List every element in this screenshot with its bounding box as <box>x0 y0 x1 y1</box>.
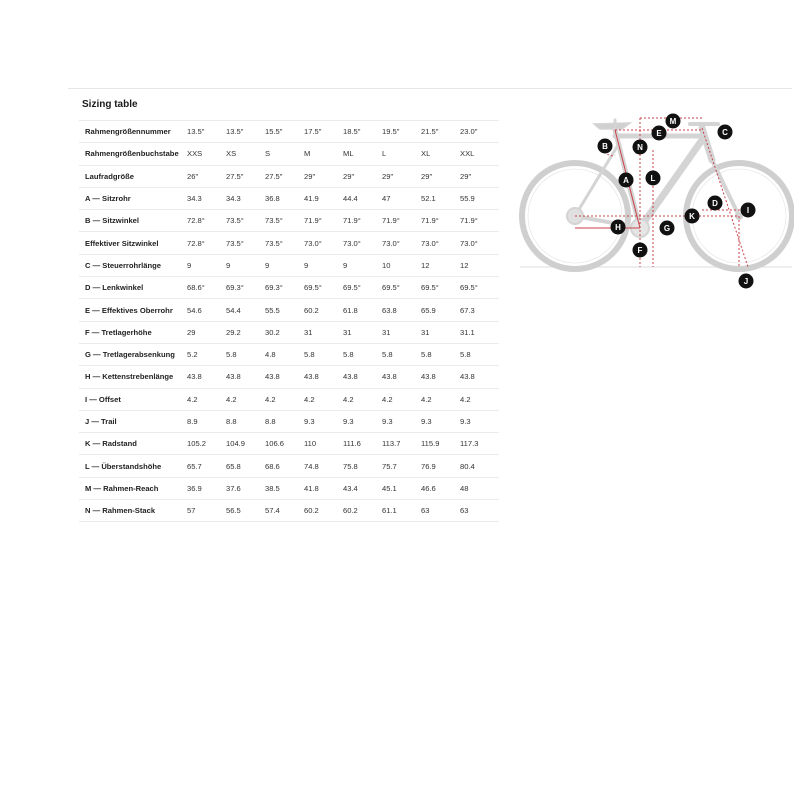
table-row <box>79 410 499 432</box>
svg-text:J: J <box>743 277 749 286</box>
table-cell: 17.5" <box>304 121 343 143</box>
table-cell: 29" <box>304 165 343 187</box>
table-cell: 43.8 <box>304 366 343 388</box>
svg-text:F: F <box>637 246 643 255</box>
table-cell: 29" <box>421 165 460 187</box>
table-cell: 43.8 <box>460 366 499 388</box>
table-cell: 12 <box>421 254 460 276</box>
table-cell: 21.5" <box>421 121 460 143</box>
table-cell: 41.9 <box>304 187 343 209</box>
table-cell: 60.2 <box>304 299 343 321</box>
table-row <box>79 343 499 365</box>
table-cell: 31 <box>343 321 382 343</box>
table-cell: 65.7 <box>187 455 226 477</box>
table-cell: 72.8° <box>187 232 226 254</box>
table-cell: 8.8 <box>226 410 265 432</box>
table-row <box>79 433 499 455</box>
table-cell: 75.8 <box>343 455 382 477</box>
table-cell: 75.7 <box>382 455 421 477</box>
table-cell: 8.9 <box>187 410 226 432</box>
table-cell: 4.2 <box>343 388 382 410</box>
table-cell: 73.5° <box>226 232 265 254</box>
table-cell: XL <box>421 143 460 165</box>
table-cell: 37.6 <box>226 477 265 499</box>
table-row <box>79 277 499 299</box>
table-cell: 56.5 <box>226 500 265 522</box>
table-cell: L <box>382 143 421 165</box>
table-cell: 55.9 <box>460 187 499 209</box>
table-cell: 52.1 <box>421 187 460 209</box>
table-cell: 9 <box>187 254 226 276</box>
table-cell: 57.4 <box>265 500 304 522</box>
row-label: J — Trail <box>79 410 187 432</box>
svg-text:K: K <box>689 212 695 221</box>
table-cell: XXL <box>460 143 499 165</box>
svg-text:B: B <box>602 142 608 151</box>
table-cell: 36.8 <box>265 187 304 209</box>
svg-text:D: D <box>712 199 718 208</box>
table-cell: 110 <box>304 433 343 455</box>
table-cell: 69.5° <box>382 277 421 299</box>
table-cell: 18.5" <box>343 121 382 143</box>
badge-L <box>646 171 661 186</box>
table-row <box>79 500 499 522</box>
table-cell: S <box>265 143 304 165</box>
svg-text:N: N <box>637 143 643 152</box>
badge-G <box>660 221 675 236</box>
table-cell: 43.8 <box>343 366 382 388</box>
table-cell: 31 <box>304 321 343 343</box>
svg-text:E: E <box>656 129 662 138</box>
table-cell: 48 <box>460 477 499 499</box>
sizing-table <box>79 120 499 522</box>
table-cell: 73.0° <box>304 232 343 254</box>
table-cell: 34.3 <box>187 187 226 209</box>
table-cell: 69.5° <box>304 277 343 299</box>
row-label: Rahmengrößennummer <box>79 121 187 143</box>
svg-text:L: L <box>650 174 656 183</box>
svg-text:G: G <box>663 224 671 233</box>
table-cell: 115.9 <box>421 433 460 455</box>
table-cell: 5.2 <box>187 343 226 365</box>
badge-D <box>708 196 723 211</box>
table-cell: 69.3° <box>265 277 304 299</box>
table-cell: 5.8 <box>304 343 343 365</box>
table-cell: 73.5° <box>265 232 304 254</box>
table-row <box>79 254 499 276</box>
table-cell: 54.6 <box>187 299 226 321</box>
table-row <box>79 321 499 343</box>
table-cell: 9 <box>304 254 343 276</box>
table-cell: 13.5" <box>226 121 265 143</box>
row-label: N — Rahmen-Stack <box>79 500 187 522</box>
table-cell: 76.9 <box>421 455 460 477</box>
table-cell: 68.6 <box>265 455 304 477</box>
table-cell: 73.5° <box>226 210 265 232</box>
table-cell: 71.9° <box>343 210 382 232</box>
table-cell: 55.5 <box>265 299 304 321</box>
row-label: E — Effektives Oberrohr <box>79 299 187 321</box>
svg-text:I: I <box>746 206 750 215</box>
row-label: L — Überstandshöhe <box>79 455 187 477</box>
table-cell: 45.1 <box>382 477 421 499</box>
table-cell: XS <box>226 143 265 165</box>
table-row <box>79 187 499 209</box>
table-cell: 9.3 <box>460 410 499 432</box>
table-row <box>79 366 499 388</box>
badge-B <box>598 139 613 154</box>
row-label: C — Steuerrohrlänge <box>79 254 187 276</box>
table-cell: 23.0" <box>460 121 499 143</box>
table-cell: 26" <box>187 165 226 187</box>
table-cell: 12 <box>460 254 499 276</box>
table-cell: 65.8 <box>226 455 265 477</box>
table-cell: 54.4 <box>226 299 265 321</box>
table-cell: 43.4 <box>343 477 382 499</box>
row-label: H — Kettenstrebenlänge <box>79 366 187 388</box>
table-cell: 72.8° <box>187 210 226 232</box>
table-cell: 31 <box>421 321 460 343</box>
table-row <box>79 210 499 232</box>
svg-text:H: H <box>615 223 621 232</box>
table-row <box>79 143 499 165</box>
table-cell: 105.2 <box>187 433 226 455</box>
table-cell: 73.0° <box>343 232 382 254</box>
table-cell: 43.8 <box>265 366 304 388</box>
table-cell: 29.2 <box>226 321 265 343</box>
table-cell: 27.5" <box>226 165 265 187</box>
sizing-table-body <box>79 121 499 522</box>
row-label: Laufradgröße <box>79 165 187 187</box>
table-cell: 71.9° <box>304 210 343 232</box>
table-cell: 27.5" <box>265 165 304 187</box>
page-title: Sizing table <box>82 99 138 110</box>
table-cell: 29" <box>382 165 421 187</box>
table-cell: 5.8 <box>460 343 499 365</box>
table-cell: 15.5" <box>265 121 304 143</box>
table-cell: 46.6 <box>421 477 460 499</box>
table-cell: 69.5° <box>460 277 499 299</box>
row-label: I — Offset <box>79 388 187 410</box>
table-cell: 36.9 <box>187 477 226 499</box>
table-cell: M <box>304 143 343 165</box>
table-cell: 29 <box>187 321 226 343</box>
table-cell: 69.3° <box>226 277 265 299</box>
table-cell: 5.8 <box>343 343 382 365</box>
badge-I <box>741 203 756 218</box>
table-cell: 9 <box>265 254 304 276</box>
table-cell: 74.8 <box>304 455 343 477</box>
table-cell: 73.0° <box>460 232 499 254</box>
table-cell: 57 <box>187 500 226 522</box>
badge-K <box>685 209 700 224</box>
table-cell: 41.8 <box>304 477 343 499</box>
svg-text:A: A <box>623 176 629 185</box>
table-cell: 73.0° <box>382 232 421 254</box>
badge-A <box>619 173 634 188</box>
table-cell: 4.2 <box>226 388 265 410</box>
table-cell: 60.2 <box>304 500 343 522</box>
badge-C <box>718 125 733 140</box>
row-label: Rahmengrößenbuchstabe <box>79 143 187 165</box>
table-cell: 4.2 <box>304 388 343 410</box>
table-cell: 111.6 <box>343 433 382 455</box>
row-label: G — Tretlagerabsenkung <box>79 343 187 365</box>
table-row <box>79 299 499 321</box>
row-label: D — Lenkwinkel <box>79 277 187 299</box>
table-cell: 69.5° <box>343 277 382 299</box>
table-cell: 4.2 <box>421 388 460 410</box>
table-cell: 31 <box>382 321 421 343</box>
table-cell: 9 <box>343 254 382 276</box>
table-cell: 4.2 <box>460 388 499 410</box>
row-label: K — Radstand <box>79 433 187 455</box>
table-cell: 73.0° <box>421 232 460 254</box>
row-label: M — Rahmen-Reach <box>79 477 187 499</box>
table-row <box>79 165 499 187</box>
table-cell: 5.8 <box>226 343 265 365</box>
table-cell: 43.8 <box>421 366 460 388</box>
table-cell: 34.3 <box>226 187 265 209</box>
table-cell: 9.3 <box>382 410 421 432</box>
svg-text:C: C <box>722 128 728 137</box>
table-cell: 104.9 <box>226 433 265 455</box>
table-cell: 61.1 <box>382 500 421 522</box>
table-row <box>79 477 499 499</box>
row-label: Effektiver Sitzwinkel <box>79 232 187 254</box>
table-cell: 71.9° <box>460 210 499 232</box>
table-cell: 13.5" <box>187 121 226 143</box>
table-row <box>79 121 499 143</box>
table-cell: 71.9° <box>382 210 421 232</box>
table-row <box>79 232 499 254</box>
table-cell: 47 <box>382 187 421 209</box>
table-cell: 63 <box>421 500 460 522</box>
row-label: B — Sitzwinkel <box>79 210 187 232</box>
table-cell: 69.5° <box>421 277 460 299</box>
table-cell: 113.7 <box>382 433 421 455</box>
badge-F <box>633 243 648 258</box>
table-cell: 43.8 <box>187 366 226 388</box>
badge-H <box>611 220 626 235</box>
badge-N <box>633 140 648 155</box>
table-cell: 71.9° <box>421 210 460 232</box>
row-label: A — Sitzrohr <box>79 187 187 209</box>
table-cell: 80.4 <box>460 455 499 477</box>
table-cell: 30.2 <box>265 321 304 343</box>
table-cell: 5.8 <box>382 343 421 365</box>
table-cell: 43.8 <box>226 366 265 388</box>
table-cell: 4.2 <box>265 388 304 410</box>
table-row <box>79 388 499 410</box>
table-cell: 10 <box>382 254 421 276</box>
table-cell: 19.5" <box>382 121 421 143</box>
table-cell: 29" <box>460 165 499 187</box>
table-cell: ML <box>343 143 382 165</box>
table-cell: 8.8 <box>265 410 304 432</box>
table-cell: 63.8 <box>382 299 421 321</box>
table-cell: 4.2 <box>382 388 421 410</box>
table-cell: 43.8 <box>382 366 421 388</box>
table-cell: 5.8 <box>421 343 460 365</box>
table-cell: 9.3 <box>343 410 382 432</box>
table-cell: XXS <box>187 143 226 165</box>
table-cell: 61.8 <box>343 299 382 321</box>
table-cell: 68.6° <box>187 277 226 299</box>
badge-M <box>666 114 681 129</box>
table-cell: 106.6 <box>265 433 304 455</box>
badge-J <box>739 274 754 289</box>
table-cell: 60.2 <box>343 500 382 522</box>
badge-E <box>652 126 667 141</box>
table-row <box>79 455 499 477</box>
table-cell: 73.5° <box>265 210 304 232</box>
table-cell: 117.3 <box>460 433 499 455</box>
table-cell: 9 <box>226 254 265 276</box>
table-cell: 67.3 <box>460 299 499 321</box>
row-label: F — Tretlagerhöhe <box>79 321 187 343</box>
table-cell: 65.9 <box>421 299 460 321</box>
svg-text:M: M <box>669 117 677 126</box>
table-cell: 29" <box>343 165 382 187</box>
bike-geometry-diagram <box>518 110 794 290</box>
table-cell: 38.5 <box>265 477 304 499</box>
table-cell: 31.1 <box>460 321 499 343</box>
top-divider <box>68 88 792 89</box>
table-cell: 63 <box>460 500 499 522</box>
table-cell: 4.8 <box>265 343 304 365</box>
table-cell: 44.4 <box>343 187 382 209</box>
table-cell: 9.3 <box>421 410 460 432</box>
table-cell: 9.3 <box>304 410 343 432</box>
table-cell: 4.2 <box>187 388 226 410</box>
